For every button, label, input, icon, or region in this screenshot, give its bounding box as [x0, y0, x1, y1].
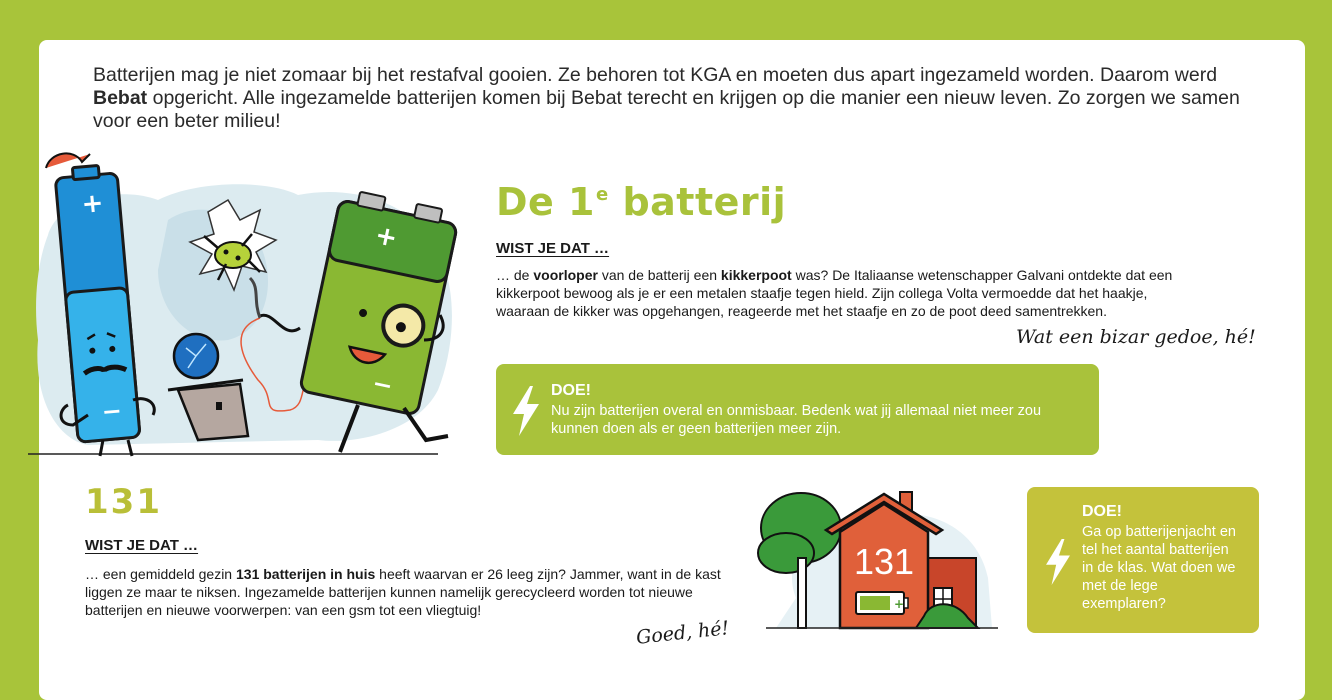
svg-text:+: +: [372, 220, 401, 255]
section2-handwriting: Goed, hé!: [635, 617, 731, 649]
batteries-frog-illustration: [28, 140, 468, 460]
doe-box-1-title: DOE!: [551, 382, 591, 399]
section1-handwriting: Wat een bizar gedoe, hé!: [1016, 326, 1256, 348]
lightning-bolt-icon: [511, 386, 541, 436]
svg-text:+: +: [894, 597, 905, 611]
bebat-bold: Bebat: [93, 87, 148, 109]
lightning-bolt-icon: [1044, 539, 1072, 585]
section2-wist-heading: WIST JE DAT …: [85, 537, 199, 554]
doe-box-2-text: Ga op batterijenjacht en tel het aantal batterijen in de klas. Wat doen we met de lege exemplaren?: [1082, 524, 1236, 612]
section1-title: De 1e batterij: [496, 180, 787, 224]
section1-body: … de voorloper van de batterij een kikkerpoot was? De Italiaanse wetenschapper Galvani ontdekte dat een kikkerpoot bewoog als je er een metalen staafje tegen hield. Zijn collega Volta vermoedde dat het haakje, waaraan de kikker was opgehangen, reageerde met het staafje en zo de poot deed samentrekken.: [496, 267, 1173, 319]
svg-text:−: −: [369, 368, 396, 401]
doe-box-1: [496, 364, 1099, 455]
house-illustration: [756, 488, 1002, 634]
section1-wist-heading: WIST JE DAT …: [496, 240, 610, 257]
doe-box-2-title: DOE!: [1082, 503, 1122, 520]
doe-box-2: [1027, 487, 1259, 633]
section2-body: … een gemiddeld gezin 131 batterijen in huis heeft waarvan er 26 leeg zijn? Jammer, want in de kast liggen ze maar te niksen. Ingezamelde batterijen kunnen namelijk gerecycleerd worden tot nieuwe batterijen en nieuwe voorwerpen: van een gsm tot een vliegtuig!: [85, 566, 721, 618]
doe-box-1-text: Nu zijn batterijen overal en onmisbaar. Bedenk wat jij allemaal niet meer zou kunnen doen als er geen batterijen meer zijn.: [551, 403, 1042, 437]
section2-number: 131: [85, 482, 162, 522]
intro-paragraph: Batterijen mag je niet zomaar bij het restafval gooien. Ze behoren tot KGA en moeten dus apart ingezameld worden. Daarom werd Bebat opgericht. Alle ingezamelde batterijen komen bij Bebat terecht en krijgen op die manier een nieuw leven. Zo zorgen we samen voor een beter milieu!: [93, 64, 1240, 132]
svg-text:+: +: [80, 188, 105, 221]
house-number: 131: [853, 541, 915, 582]
svg-text:−: −: [100, 396, 124, 427]
